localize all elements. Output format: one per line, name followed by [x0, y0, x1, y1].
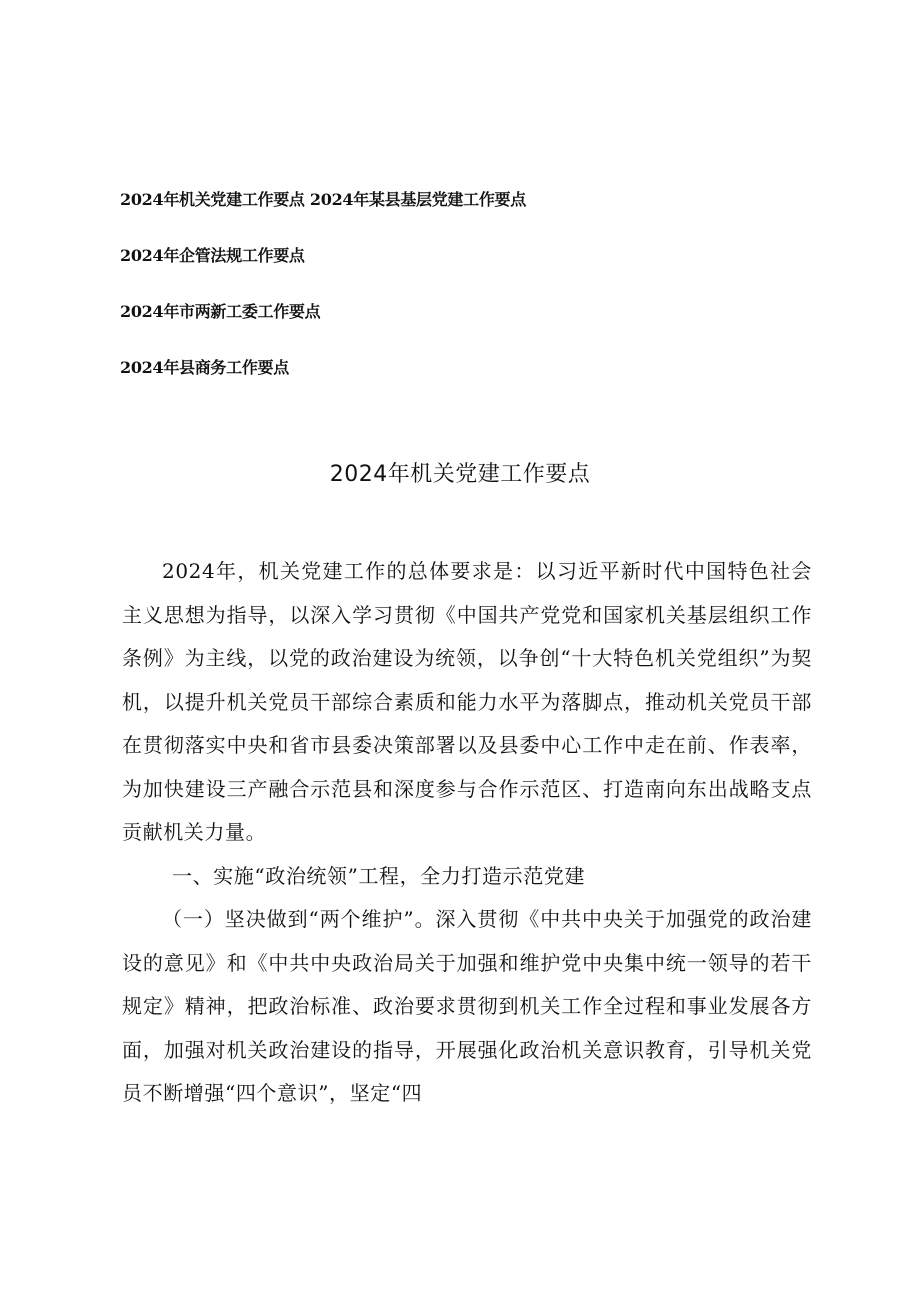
toc-item: 2024年市两新工委工作要点	[120, 302, 321, 321]
toc-item: 2024年县商务工作要点	[120, 358, 289, 377]
toc-item: 2024年企管法规工作要点	[120, 246, 305, 265]
document-title: 2024年机关党建工作要点	[329, 462, 591, 487]
toc-item: 2024年机关党建工作要点 2024年某县基层党建工作要点	[120, 190, 526, 209]
table-of-contents	[120, 186, 820, 410]
body-paragraph: （一）坚决做到“两个维护”。深入贯彻《中共中央关于加强党的政治建设的意见》和《中共中央政治局关于加强和维护党中央集中统一领导的若干规定》精神，把政治标准、政治要求贯彻到机关工作全过程和事业发展各方面，加强对机关政治建设的指导，开展强化政治机关意识教育，引导机关党员不断增强“四个意识”，坚定“四	[122, 907, 812, 1105]
section-heading: 一、实施“政治统领”工程，全力打造示范党建	[172, 863, 586, 888]
document-body	[122, 550, 812, 1116]
body-paragraph: 2024年，机关党建工作的总体要求是：以习近平新时代中国特色社会主义思想为指导，以深入学习贯彻《中国共产党党和国家机关基层组织工作条例》为主线，以党的政治建设为统领，以争创“十大特色机关党组织”为契机，以提升机关党员干部综合素质和能力水平为落脚点，推动机关党员干部在贯彻落实中央和省市县委决策部署以及县委中心工作中走在前、作表率，为加快建设三产融合示范县和深度参与合作示范区、打造南向东出战略支点贡献机关力量。	[122, 559, 812, 844]
